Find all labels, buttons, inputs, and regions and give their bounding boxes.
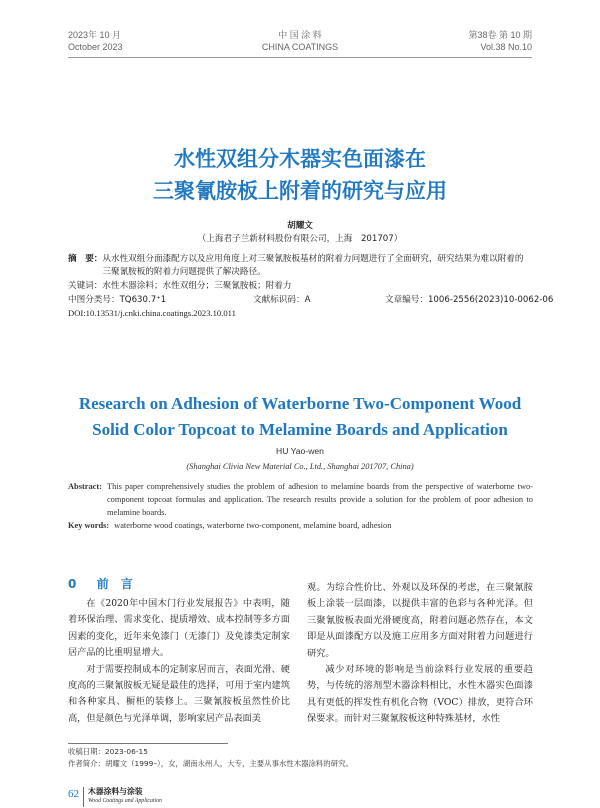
journal-name-en: CHINA COATINGS — [261, 42, 339, 52]
title-cn-line-1: 水性双组分木器实色面漆在 — [174, 147, 426, 171]
abstract-en — [68, 480, 533, 519]
keywords-cn: 关键词：水性木器涂料；水性双组分；三聚氰胺板；附着力 — [68, 281, 292, 291]
title-en — [0, 391, 600, 443]
title-cn — [0, 143, 600, 207]
document-code: 文献标识码：A — [253, 295, 311, 305]
affiliation-cn: （上海君子兰新材料股份有限公司，上海 201707） — [197, 234, 403, 244]
title-en-line-1: Research on Adhesion of Waterborne Two-Component Wood — [78, 394, 522, 413]
paragraph: 对于需要控制成本的定制家居而言，表面光滑、硬度高的三聚氰胺板无疑是最佳的选择，可用于室内建筑和各种家具、橱柜的装修上。三聚氰胺板虽然性价比高，但是颜色与光泽单调，影响家居产品表面美 — [68, 663, 290, 724]
footer-column-cn: 木器涂料与涂装 — [88, 787, 143, 796]
section-number: 0 — [68, 577, 77, 591]
header-right — [468, 29, 532, 53]
paragraph: 减少对环境的影响是当前涂料行业发展的重要趋势，与传统的溶剂型木器涂料相比，水性木器实色面漆具有更低的挥发性有机化合物（VOC）排放，更符合环保要求。而针对三聚氰胺板这种特殊基材，水性 — [307, 664, 533, 725]
page-footer — [68, 787, 162, 807]
abstract-en-text: This paper comprehensively studies the problem of adhesion to melamine boards from the perspective of waterborne two-component topcoat formulas and application. The research results provide a solution for the problem of poor adhesion to melamine boards. — [106, 482, 533, 517]
header-rule — [68, 57, 532, 58]
received-date: 收稿日期：2023-06-15 — [68, 747, 148, 756]
abstract-en-label: Abstract: — [68, 482, 102, 491]
issue-date-en: October 2023 — [68, 42, 123, 52]
issue-date-cn: 2023年 10 月 — [68, 30, 122, 40]
section-heading — [68, 575, 133, 592]
author-cn: 胡耀文 — [287, 221, 313, 231]
article-number: 文章编号：1006-2556(2023)10-0062-06 — [385, 295, 554, 305]
footer-column-en: Wood Coatings and Application — [88, 798, 162, 804]
left-column — [68, 596, 290, 727]
affiliation-en: (Shanghai Clivia New Material Co., Ltd., Shanghai 201707, China) — [186, 462, 414, 471]
abstract-cn — [68, 253, 533, 279]
title-cn-line-2: 三聚氰胺板上附着的研究与应用 — [153, 179, 447, 203]
volume-cn: 第38卷 第 10 期 — [468, 30, 532, 40]
abstract-cn-label: 摘 要： — [68, 254, 103, 264]
volume-en: Vol.38 No.10 — [480, 42, 532, 52]
keywords-en-label: Key words: — [68, 521, 110, 530]
right-column — [307, 580, 533, 728]
keywords-en-text: waterborne wood coatings, waterborne two-component, melamine board, adhesion — [114, 521, 392, 530]
paragraph: 在《2020年中国木门行业发展报告》中表明，随着环保治理、需求变化、提质增效、成本控制等多方面因素的变化，近年来免漆门（无漆门）及免漆类定制家居产品的比重明显增大。 — [68, 598, 290, 659]
footnote-rule — [68, 743, 228, 744]
classification-number: 中图分类号：TQ630.7⁺1 — [68, 295, 167, 305]
paragraph-continued: 观。为综合性价比、外观以及环保的考虑，在三聚氰胺板上涂装一层面漆，以提供丰富的色彩与各种光泽。但三聚氰胺板表面光滑硬度高，附着问题必然存在，本文即是从面漆配方以及施工应用多方面对附着力问题进行研究。 — [307, 582, 533, 659]
title-en-line-2: Solid Color Topcoat to Melamine Boards and Application — [92, 420, 508, 439]
abstract-cn-text: 从水性双组分面漆配方以及应用角度上对三聚氰胺板基材的附着力问题进行了全面研究，研究结果为难以附着的三聚氰胺板的附着力问题提供了解决路径。 — [102, 254, 524, 277]
author-en: HU Yao-wen — [276, 446, 324, 456]
footer-divider — [83, 787, 84, 807]
journal-name-cn: 中 国 涂 料 — [278, 30, 322, 40]
section-title: 前 言 — [96, 577, 133, 591]
author-bio: 作者简介：胡耀文（1999–），女，湖南永州人，大专，主要从事水性木器涂料的研究。 — [68, 759, 353, 768]
page-number: 62 — [68, 788, 79, 800]
keywords-en — [68, 519, 533, 532]
doi: DOI:10.13531/j.cnki.china.coatings.2023.10.011 — [68, 308, 236, 318]
